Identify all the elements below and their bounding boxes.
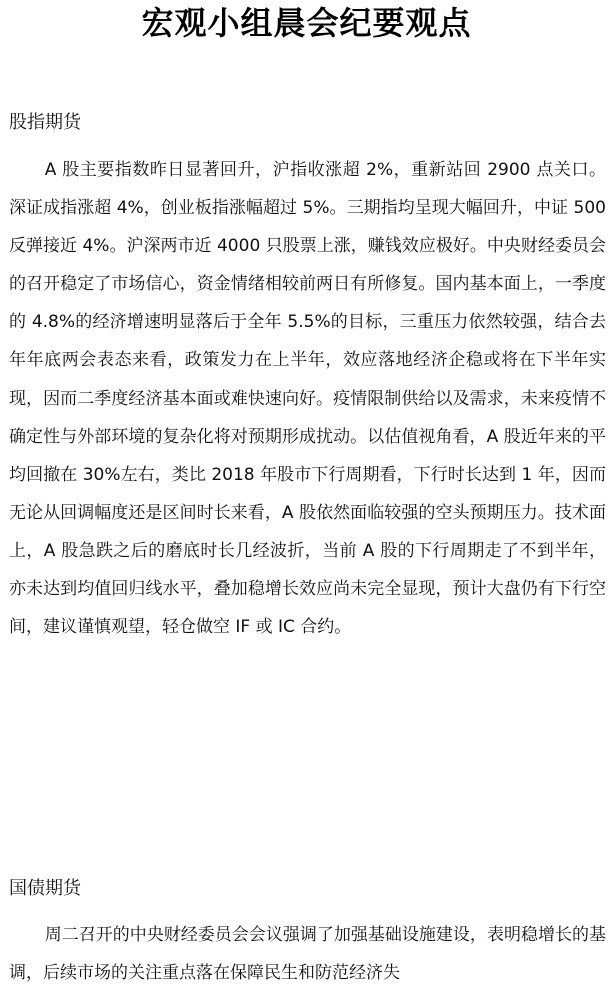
section-paragraph-stock-index-futures: A 股主要指数昨日显著回升，沪指收涨超 2%，重新站回 2900 点关口。深证成指涨超 4%，创业板指涨幅超过 5%。三期指均呈现大幅回升，中证 500 反弹接近 4%。沪深两市近 4000 只股票上涨，赚钱效应极好。中央财经委员会的召开稳定了市场信心，资金情绪相较前两日有所修复。国内基本面上，一季度的 4.8%的经济增速明显落后于全年 5.5%的目标，三重压力依然较强，结合去年年底两会表态来看，政策发力在上半年，效应落地经济企稳或将在下半年实现，因而二季度经济基本面或难快速向好。疫情限制供给以及需求，未来疫情不确定性与外部环境的复杂化将对预期形成扰动。以估值视角看，A 股近年来的平均回撤在 30%左右，类比 2018 年股市下行周期看，下行时长达到 1 年，因而无论从回调幅度还是区间时长来看，A 股依然面临较强的空头预期压力。技术面上，A 股急跌之后的磨底时长几经波折，当前 A 股的下行周期走了不到半年，亦未达到均值回归线水平，叠加稳增长效应尚未完全显现，预计大盘仍有下行空间，建议谨慎观望，轻仓做空 IF 或 IC 合约。 bbox=[9, 160, 606, 638]
section-heading-stock-index-futures: 股指期货 bbox=[9, 112, 81, 133]
section-heading-treasury-futures: 国债期货 bbox=[9, 878, 81, 899]
page-title: 宏观小组晨会纪要观点 bbox=[141, 4, 472, 42]
section-paragraph-treasury-futures: 周二召开的中央财经委员会会议强调了加强基础设施建设，表明稳增长的基调，后续市场的关注重点落在保障民生和防范经济失 bbox=[9, 925, 606, 984]
